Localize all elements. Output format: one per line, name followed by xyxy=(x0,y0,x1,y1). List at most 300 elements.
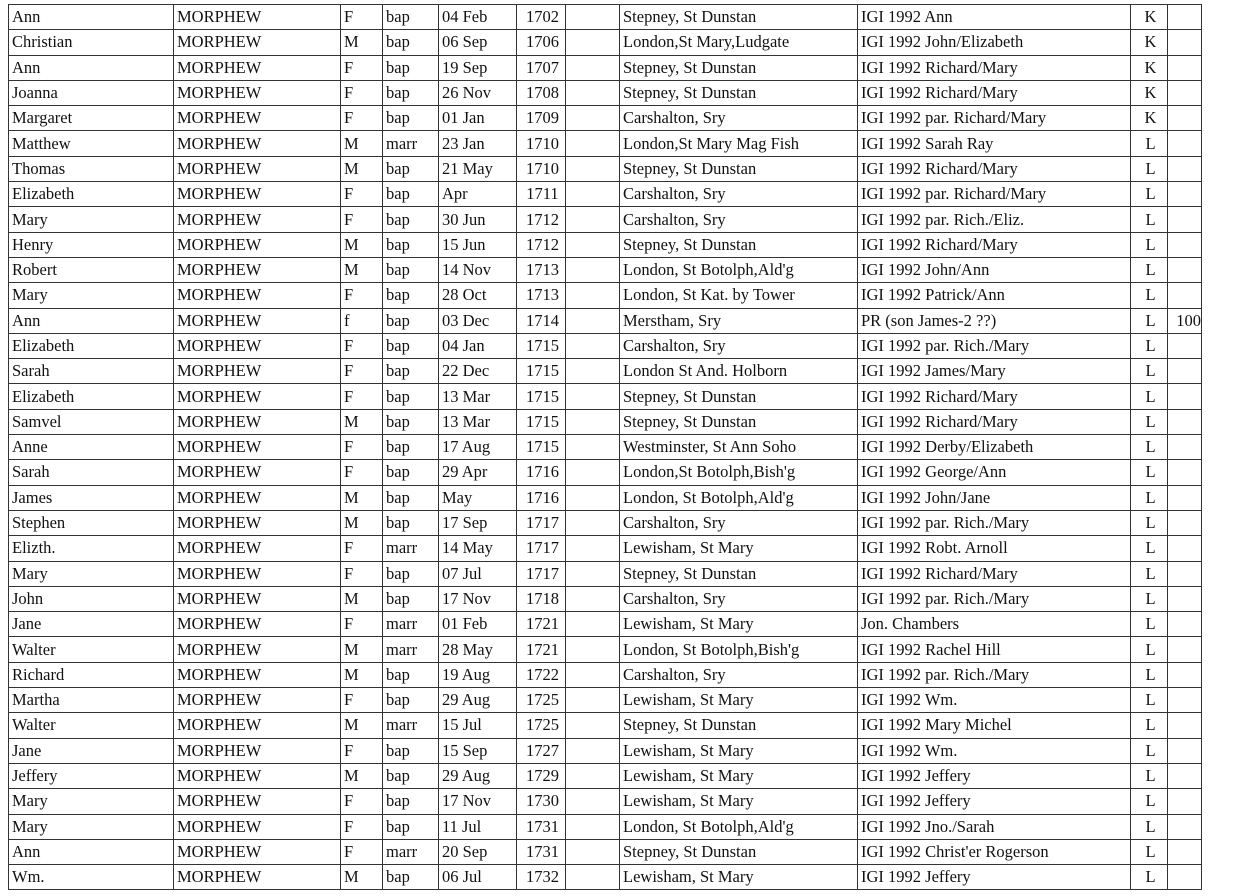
code-cell: L xyxy=(1131,536,1168,561)
event-type-cell: marr xyxy=(383,637,439,662)
event-type-cell: bap xyxy=(383,232,439,257)
parish-cell: Stepney, St Dunstan xyxy=(620,561,858,586)
event-type-cell: bap xyxy=(383,586,439,611)
parish-cell: Carshalton, Sry xyxy=(620,182,858,207)
event-date-cell: 06 Jul xyxy=(439,865,517,890)
event-year-cell: 1707 xyxy=(517,55,566,80)
given-name-cell: Stephen xyxy=(9,510,174,535)
code-cell: L xyxy=(1131,435,1168,460)
sex-cell: F xyxy=(341,839,383,864)
given-name-cell: Sarah xyxy=(9,359,174,384)
event-type-cell: bap xyxy=(383,662,439,687)
event-date-cell: 28 Oct xyxy=(439,283,517,308)
sex-cell: M xyxy=(341,713,383,738)
event-type-cell: bap xyxy=(383,384,439,409)
event-date-cell: 14 Nov xyxy=(439,257,517,282)
sex-cell: F xyxy=(341,435,383,460)
code-cell: L xyxy=(1131,460,1168,485)
event-date-cell: 29 Aug xyxy=(439,688,517,713)
event-type-cell: bap xyxy=(383,182,439,207)
event-date-cell: 04 Jan xyxy=(439,333,517,358)
code-cell: K xyxy=(1131,5,1168,30)
surname-cell: MORPHEW xyxy=(174,156,341,181)
note-cell xyxy=(1168,80,1202,105)
table-row xyxy=(9,738,1202,763)
table-row xyxy=(9,460,1202,485)
event-date-cell: 03 Dec xyxy=(439,308,517,333)
code-cell: L xyxy=(1131,384,1168,409)
event-year-cell: 1718 xyxy=(517,586,566,611)
event-type-cell: marr xyxy=(383,713,439,738)
blank-cell xyxy=(566,5,620,30)
code-cell: L xyxy=(1131,637,1168,662)
surname-cell: MORPHEW xyxy=(174,308,341,333)
event-year-cell: 1713 xyxy=(517,283,566,308)
event-type-cell: bap xyxy=(383,865,439,890)
blank-cell xyxy=(566,283,620,308)
surname-cell: MORPHEW xyxy=(174,257,341,282)
given-name-cell: Henry xyxy=(9,232,174,257)
sex-cell: f xyxy=(341,308,383,333)
blank-cell xyxy=(566,536,620,561)
table-row xyxy=(9,485,1202,510)
given-name-cell: Joanna xyxy=(9,80,174,105)
table-row xyxy=(9,865,1202,890)
surname-cell: MORPHEW xyxy=(174,637,341,662)
parish-cell: London, St Botolph,Ald'g xyxy=(620,485,858,510)
records-table xyxy=(8,4,1202,890)
event-year-cell: 1721 xyxy=(517,612,566,637)
given-name-cell: Martha xyxy=(9,688,174,713)
parish-cell: Stepney, St Dunstan xyxy=(620,713,858,738)
code-cell: K xyxy=(1131,55,1168,80)
event-type-cell: bap xyxy=(383,257,439,282)
surname-cell: MORPHEW xyxy=(174,789,341,814)
note-cell xyxy=(1168,283,1202,308)
note-cell xyxy=(1168,384,1202,409)
blank-cell xyxy=(566,435,620,460)
sex-cell: M xyxy=(341,30,383,55)
parish-cell: London,St Mary,Ludgate xyxy=(620,30,858,55)
note-cell xyxy=(1168,536,1202,561)
event-year-cell: 1708 xyxy=(517,80,566,105)
surname-cell: MORPHEW xyxy=(174,839,341,864)
table-row xyxy=(9,688,1202,713)
surname-cell: MORPHEW xyxy=(174,30,341,55)
blank-cell xyxy=(566,131,620,156)
note-cell: 100 xyxy=(1168,308,1202,333)
source-cell: IGI 1992 Richard/Mary xyxy=(858,561,1131,586)
event-date-cell: 13 Mar xyxy=(439,384,517,409)
parish-cell: Stepney, St Dunstan xyxy=(620,409,858,434)
sex-cell: M xyxy=(341,662,383,687)
parish-cell: London,St Botolph,Bish'g xyxy=(620,460,858,485)
event-type-cell: bap xyxy=(383,738,439,763)
code-cell: L xyxy=(1131,485,1168,510)
note-cell xyxy=(1168,182,1202,207)
sex-cell: F xyxy=(341,738,383,763)
event-type-cell: bap xyxy=(383,688,439,713)
note-cell xyxy=(1168,814,1202,839)
note-cell xyxy=(1168,207,1202,232)
blank-cell xyxy=(566,156,620,181)
parish-cell: Lewisham, St Mary xyxy=(620,738,858,763)
code-cell: L xyxy=(1131,359,1168,384)
surname-cell: MORPHEW xyxy=(174,738,341,763)
table-row xyxy=(9,333,1202,358)
code-cell: L xyxy=(1131,814,1168,839)
given-name-cell: Elizabeth xyxy=(9,384,174,409)
given-name-cell: Mary xyxy=(9,283,174,308)
parish-cell: Carshalton, Sry xyxy=(620,106,858,131)
code-cell: L xyxy=(1131,865,1168,890)
event-type-cell: bap xyxy=(383,789,439,814)
blank-cell xyxy=(566,865,620,890)
table-row xyxy=(9,384,1202,409)
event-date-cell: 30 Jun xyxy=(439,207,517,232)
event-year-cell: 1710 xyxy=(517,131,566,156)
sex-cell: M xyxy=(341,865,383,890)
note-cell xyxy=(1168,763,1202,788)
sex-cell: F xyxy=(341,536,383,561)
event-year-cell: 1715 xyxy=(517,435,566,460)
blank-cell xyxy=(566,232,620,257)
event-date-cell: 21 May xyxy=(439,156,517,181)
source-cell: IGI 1992 par. Rich./Mary xyxy=(858,662,1131,687)
note-cell xyxy=(1168,156,1202,181)
blank-cell xyxy=(566,763,620,788)
code-cell: L xyxy=(1131,409,1168,434)
event-type-cell: bap xyxy=(383,30,439,55)
note-cell xyxy=(1168,789,1202,814)
source-cell: IGI 1992 Jeffery xyxy=(858,865,1131,890)
sex-cell: M xyxy=(341,409,383,434)
event-year-cell: 1715 xyxy=(517,359,566,384)
note-cell xyxy=(1168,637,1202,662)
parish-cell: Carshalton, Sry xyxy=(620,586,858,611)
event-date-cell: 29 Aug xyxy=(439,763,517,788)
source-cell: IGI 1992 Patrick/Ann xyxy=(858,283,1131,308)
event-year-cell: 1725 xyxy=(517,713,566,738)
parish-cell: Lewisham, St Mary xyxy=(620,865,858,890)
note-cell xyxy=(1168,688,1202,713)
given-name-cell: Elizabeth xyxy=(9,182,174,207)
blank-cell xyxy=(566,106,620,131)
event-type-cell: bap xyxy=(383,814,439,839)
source-cell: Jon. Chambers xyxy=(858,612,1131,637)
sex-cell: F xyxy=(341,612,383,637)
parish-cell: London, St Botolph,Bish'g xyxy=(620,637,858,662)
blank-cell xyxy=(566,80,620,105)
event-date-cell: 01 Feb xyxy=(439,612,517,637)
event-type-cell: bap xyxy=(383,561,439,586)
blank-cell xyxy=(566,333,620,358)
surname-cell: MORPHEW xyxy=(174,612,341,637)
surname-cell: MORPHEW xyxy=(174,283,341,308)
given-name-cell: Jeffery xyxy=(9,763,174,788)
given-name-cell: Mary xyxy=(9,207,174,232)
given-name-cell: Robert xyxy=(9,257,174,282)
parish-cell: Stepney, St Dunstan xyxy=(620,232,858,257)
blank-cell xyxy=(566,713,620,738)
parish-cell: Stepney, St Dunstan xyxy=(620,5,858,30)
given-name-cell: Christian xyxy=(9,30,174,55)
source-cell: IGI 1992 Richard/Mary xyxy=(858,55,1131,80)
event-type-cell: marr xyxy=(383,536,439,561)
sex-cell: F xyxy=(341,55,383,80)
table-row xyxy=(9,763,1202,788)
code-cell: L xyxy=(1131,333,1168,358)
given-name-cell: John xyxy=(9,586,174,611)
given-name-cell: Walter xyxy=(9,637,174,662)
given-name-cell: Sarah xyxy=(9,460,174,485)
surname-cell: MORPHEW xyxy=(174,55,341,80)
parish-cell: London St And. Holborn xyxy=(620,359,858,384)
surname-cell: MORPHEW xyxy=(174,713,341,738)
event-year-cell: 1713 xyxy=(517,257,566,282)
sex-cell: F xyxy=(341,333,383,358)
table-row xyxy=(9,561,1202,586)
parish-cell: Stepney, St Dunstan xyxy=(620,80,858,105)
given-name-cell: Mary xyxy=(9,789,174,814)
code-cell: L xyxy=(1131,257,1168,282)
source-cell: IGI 1992 Ann xyxy=(858,5,1131,30)
blank-cell xyxy=(566,359,620,384)
table-row xyxy=(9,839,1202,864)
source-cell: IGI 1992 Richard/Mary xyxy=(858,409,1131,434)
code-cell: L xyxy=(1131,738,1168,763)
given-name-cell: Mary xyxy=(9,561,174,586)
sex-cell: M xyxy=(341,156,383,181)
source-cell: IGI 1992 Richard/Mary xyxy=(858,80,1131,105)
blank-cell xyxy=(566,257,620,282)
note-cell xyxy=(1168,713,1202,738)
blank-cell xyxy=(566,662,620,687)
note-cell xyxy=(1168,232,1202,257)
table-row xyxy=(9,713,1202,738)
source-cell: IGI 1992 par. Rich./Mary xyxy=(858,510,1131,535)
table-row xyxy=(9,207,1202,232)
given-name-cell: Ann xyxy=(9,308,174,333)
sex-cell: M xyxy=(341,510,383,535)
event-year-cell: 1715 xyxy=(517,384,566,409)
event-date-cell: 23 Jan xyxy=(439,131,517,156)
note-cell xyxy=(1168,586,1202,611)
source-cell: PR (son James-2 ??) xyxy=(858,308,1131,333)
given-name-cell: Margaret xyxy=(9,106,174,131)
sex-cell: M xyxy=(341,232,383,257)
event-date-cell: 22 Dec xyxy=(439,359,517,384)
parish-cell: Stepney, St Dunstan xyxy=(620,55,858,80)
event-year-cell: 1717 xyxy=(517,536,566,561)
event-date-cell: 19 Sep xyxy=(439,55,517,80)
blank-cell xyxy=(566,409,620,434)
event-year-cell: 1725 xyxy=(517,688,566,713)
parish-cell: Lewisham, St Mary xyxy=(620,789,858,814)
event-type-cell: bap xyxy=(383,156,439,181)
source-cell: IGI 1992 Rachel Hill xyxy=(858,637,1131,662)
event-year-cell: 1715 xyxy=(517,409,566,434)
blank-cell xyxy=(566,384,620,409)
table-row xyxy=(9,257,1202,282)
sex-cell: F xyxy=(341,283,383,308)
source-cell: IGI 1992 par. Rich./Mary xyxy=(858,586,1131,611)
parish-cell: Carshalton, Sry xyxy=(620,207,858,232)
event-date-cell: 01 Jan xyxy=(439,106,517,131)
surname-cell: MORPHEW xyxy=(174,865,341,890)
event-year-cell: 1706 xyxy=(517,30,566,55)
event-date-cell: 15 Jul xyxy=(439,713,517,738)
table-row xyxy=(9,510,1202,535)
event-date-cell: 17 Sep xyxy=(439,510,517,535)
surname-cell: MORPHEW xyxy=(174,763,341,788)
surname-cell: MORPHEW xyxy=(174,662,341,687)
event-type-cell: bap xyxy=(383,80,439,105)
parish-cell: Westminster, St Ann Soho xyxy=(620,435,858,460)
sex-cell: F xyxy=(341,80,383,105)
surname-cell: MORPHEW xyxy=(174,359,341,384)
event-year-cell: 1711 xyxy=(517,182,566,207)
source-cell: IGI 1992 Richard/Mary xyxy=(858,384,1131,409)
event-year-cell: 1732 xyxy=(517,865,566,890)
blank-cell xyxy=(566,586,620,611)
event-year-cell: 1730 xyxy=(517,789,566,814)
sex-cell: M xyxy=(341,131,383,156)
source-cell: IGI 1992 Christ'er Rogerson xyxy=(858,839,1131,864)
note-cell xyxy=(1168,106,1202,131)
source-cell: IGI 1992 Richard/Mary xyxy=(858,232,1131,257)
note-cell xyxy=(1168,5,1202,30)
blank-cell xyxy=(566,308,620,333)
given-name-cell: Elizth. xyxy=(9,536,174,561)
parish-cell: Carshalton, Sry xyxy=(620,662,858,687)
event-year-cell: 1714 xyxy=(517,308,566,333)
event-date-cell: 29 Apr xyxy=(439,460,517,485)
table-row xyxy=(9,814,1202,839)
table-row xyxy=(9,131,1202,156)
event-year-cell: 1702 xyxy=(517,5,566,30)
given-name-cell: Anne xyxy=(9,435,174,460)
table-row xyxy=(9,536,1202,561)
source-cell: IGI 1992 Jno./Sarah xyxy=(858,814,1131,839)
note-cell xyxy=(1168,359,1202,384)
surname-cell: MORPHEW xyxy=(174,384,341,409)
source-cell: IGI 1992 Robt. Arnoll xyxy=(858,536,1131,561)
table-row xyxy=(9,232,1202,257)
event-type-cell: bap xyxy=(383,763,439,788)
source-cell: IGI 1992 par. Richard/Mary xyxy=(858,106,1131,131)
source-cell: IGI 1992 John/Ann xyxy=(858,257,1131,282)
surname-cell: MORPHEW xyxy=(174,106,341,131)
code-cell: L xyxy=(1131,131,1168,156)
code-cell: L xyxy=(1131,688,1168,713)
given-name-cell: Jane xyxy=(9,738,174,763)
note-cell xyxy=(1168,55,1202,80)
event-year-cell: 1712 xyxy=(517,232,566,257)
source-cell: IGI 1992 Wm. xyxy=(858,738,1131,763)
note-cell xyxy=(1168,435,1202,460)
note-cell xyxy=(1168,839,1202,864)
event-date-cell: 20 Sep xyxy=(439,839,517,864)
given-name-cell: Richard xyxy=(9,662,174,687)
source-cell: IGI 1992 Wm. xyxy=(858,688,1131,713)
table-row xyxy=(9,308,1202,333)
code-cell: L xyxy=(1131,232,1168,257)
event-year-cell: 1729 xyxy=(517,763,566,788)
parish-cell: Lewisham, St Mary xyxy=(620,612,858,637)
event-year-cell: 1722 xyxy=(517,662,566,687)
records-table-body xyxy=(9,5,1202,890)
note-cell xyxy=(1168,612,1202,637)
table-row xyxy=(9,283,1202,308)
note-cell xyxy=(1168,257,1202,282)
note-cell xyxy=(1168,30,1202,55)
surname-cell: MORPHEW xyxy=(174,586,341,611)
sex-cell: F xyxy=(341,207,383,232)
parish-cell: Stepney, St Dunstan xyxy=(620,384,858,409)
event-type-cell: bap xyxy=(383,460,439,485)
code-cell: L xyxy=(1131,839,1168,864)
given-name-cell: Wm. xyxy=(9,865,174,890)
code-cell: L xyxy=(1131,662,1168,687)
note-cell xyxy=(1168,485,1202,510)
note-cell xyxy=(1168,738,1202,763)
event-year-cell: 1717 xyxy=(517,510,566,535)
code-cell: L xyxy=(1131,308,1168,333)
event-type-cell: bap xyxy=(383,207,439,232)
source-cell: IGI 1992 Mary Michel xyxy=(858,713,1131,738)
table-row xyxy=(9,612,1202,637)
blank-cell xyxy=(566,207,620,232)
parish-cell: Stepney, St Dunstan xyxy=(620,839,858,864)
code-cell: L xyxy=(1131,612,1168,637)
table-row xyxy=(9,409,1202,434)
blank-cell xyxy=(566,789,620,814)
source-cell: IGI 1992 John/Elizabeth xyxy=(858,30,1131,55)
blank-cell xyxy=(566,688,620,713)
surname-cell: MORPHEW xyxy=(174,207,341,232)
surname-cell: MORPHEW xyxy=(174,561,341,586)
event-type-cell: bap xyxy=(383,106,439,131)
parish-cell: London, St Botolph,Ald'g xyxy=(620,814,858,839)
given-name-cell: Matthew xyxy=(9,131,174,156)
surname-cell: MORPHEW xyxy=(174,409,341,434)
code-cell: L xyxy=(1131,510,1168,535)
event-year-cell: 1712 xyxy=(517,207,566,232)
event-date-cell: Apr xyxy=(439,182,517,207)
parish-cell: London, St Botolph,Ald'g xyxy=(620,257,858,282)
code-cell: K xyxy=(1131,106,1168,131)
code-cell: L xyxy=(1131,763,1168,788)
table-row xyxy=(9,106,1202,131)
given-name-cell: Thomas xyxy=(9,156,174,181)
event-date-cell: 07 Jul xyxy=(439,561,517,586)
code-cell: L xyxy=(1131,207,1168,232)
given-name-cell: Ann xyxy=(9,839,174,864)
event-date-cell: 17 Nov xyxy=(439,586,517,611)
event-type-cell: bap xyxy=(383,485,439,510)
source-cell: IGI 1992 Richard/Mary xyxy=(858,156,1131,181)
blank-cell xyxy=(566,738,620,763)
surname-cell: MORPHEW xyxy=(174,131,341,156)
note-cell xyxy=(1168,510,1202,535)
parish-cell: Lewisham, St Mary xyxy=(620,536,858,561)
source-cell: IGI 1992 James/Mary xyxy=(858,359,1131,384)
blank-cell xyxy=(566,485,620,510)
table-row xyxy=(9,789,1202,814)
parish-cell: Lewisham, St Mary xyxy=(620,688,858,713)
sex-cell: F xyxy=(341,814,383,839)
